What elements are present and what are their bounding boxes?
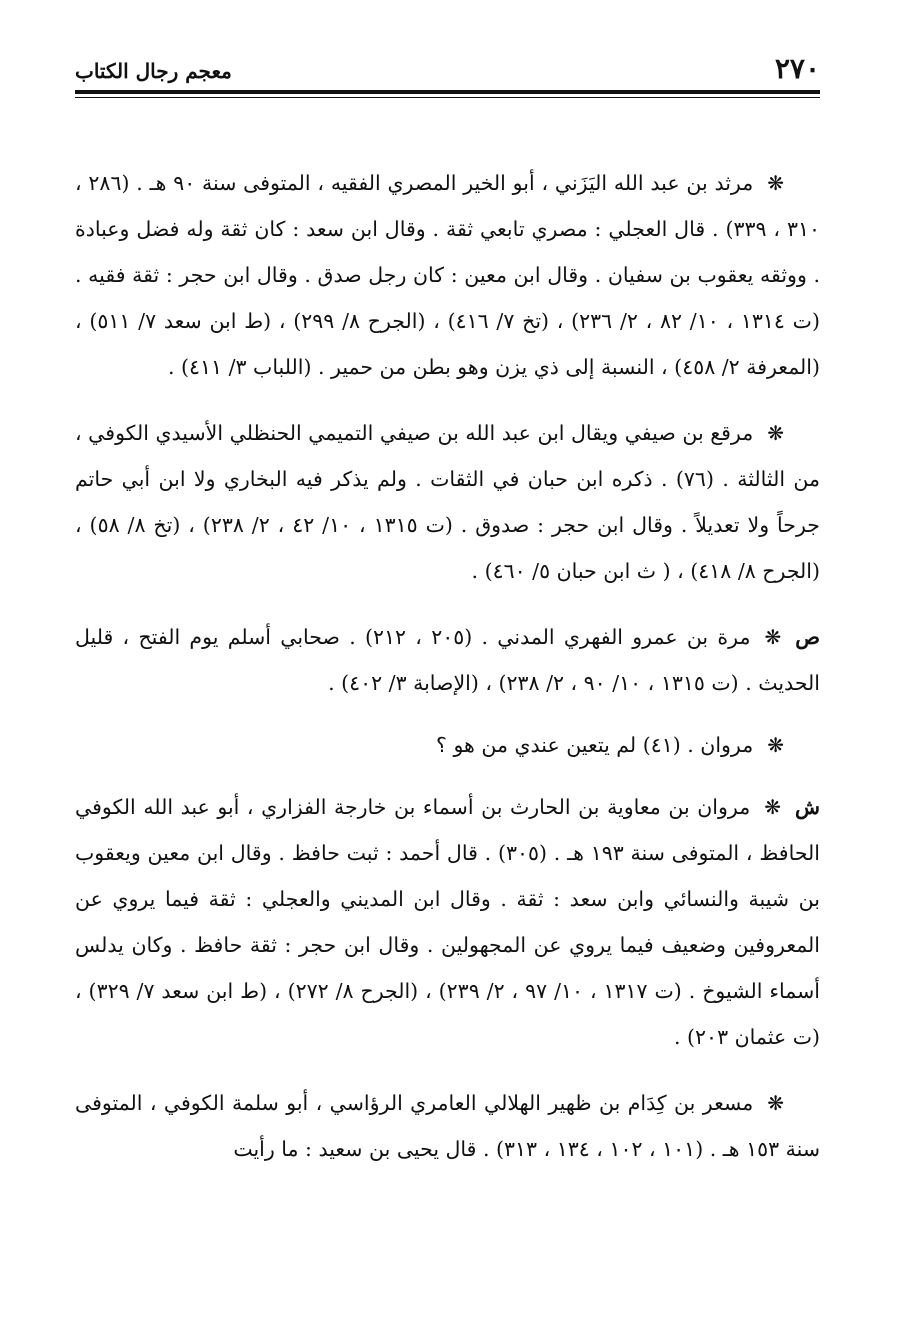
entry-text: مرقع بن صيفي ويقال ابن عبد الله بن صيفي التميمي الحنظلي الأسيدي الكوفي ، من الثالثة . (٧٦) . ذكره ابن حبان في الثقات . ولم يذكر فيه البخاري ولا ابن أبي حاتم جرحاً ولا تعديلاً . وقال ابن حجر : صدوق . (ت ١٣١٥ ، ١٠/ ٤٢ ، ٢/ ٢٣٨) ، (تخ ٨/ ٥٨) ، (الجرح ٨/ ٤١٨) ، ( ث ابن حبان ٥/ ٤٦٠) . — [75, 421, 820, 583]
page-header — [75, 52, 820, 96]
entry-marwan — [75, 722, 820, 768]
page-body — [75, 160, 820, 1192]
entry-murra — [75, 614, 820, 706]
entry-marwan-ibn-muawiya — [75, 784, 820, 1060]
star-icon: ❋ — [764, 625, 782, 649]
entry-text: مرثد بن عبد الله اليَزَني ، أبو الخير المصري الفقيه ، المتوفى سنة ٩٠ هـ . (٢٨٦ ، ٣١٠ ، ٣٣٩) . قال العجلي : مصري تابعي ثقة . وقال ابن سعد : كان ثقة وله فضل وعبادة . ووثقه يعقوب بن سفيان . وقال ابن معين : كان رجل صدق . وقال ابن حجر : ثقة فقيه . (ت ١٣١٤ ، ١٠/ ٨٢ ، ٢/ ٢٣٦) ، (تخ ٧/ ٤١٦) ، (الجرح ٨/ ٢٩٩) ، (ط ابن سعد ٧/ ٥١١) ، (المعرفة ٢/ ٤٥٨) ، النسبة إلى ذي يزن وهو بطن من حمير . (اللباب ٣/ ٤١١) . — [75, 171, 821, 379]
star-icon: ❋ — [767, 1091, 784, 1115]
entry-marthad — [75, 160, 820, 390]
star-icon: ❋ — [767, 421, 784, 445]
running-title: معجم رجال الكتاب — [75, 59, 232, 83]
entry-text: مسعر بن كِدَام بن ظهير الهلالي العامري الرؤاسي ، أبو سلمة الكوفي ، المتوفى سنة ١٥٣ هـ . (١٠١ ، ١٠٢ ، ١٣٤ ، ٣١٣) . قال يحيى بن سعيد : ما رأيت — [75, 1091, 820, 1161]
star-icon: ❋ — [767, 171, 784, 195]
entry-symbol: ص — [795, 625, 820, 649]
header-rule-thick — [75, 90, 820, 94]
header-rule-thin — [75, 97, 820, 98]
page-number: ٢٧٠ — [774, 52, 820, 85]
entry-muraqqa — [75, 410, 820, 594]
star-icon: ❋ — [767, 733, 784, 757]
entry-text: مروان . (٤١) لم يتعين عندي من هو ؟ — [436, 733, 754, 757]
entry-text: مرة بن عمرو الفهري المدني . (٢٠٥ ، ٢١٢) . صحابي أسلم يوم الفتح ، قليل الحديث . (ت ١٣١٥ ، ١٠/ ٩٠ ، ٢/ ٢٣٨) ، (الإصابة ٣/ ٤٠٢) . — [75, 625, 820, 695]
star-icon: ❋ — [764, 795, 781, 819]
entry-text: مروان بن معاوية بن الحارث بن أسماء بن خارجة الفزاري ، أبو عبد الله الكوفي الحافظ ، المتوفى سنة ١٩٣ هـ . (٣٠٥) . قال أحمد : ثبت حافظ . وقال ابن معين ويعقوب بن شيبة والنسائي وابن سعد : ثقة . وقال ابن المديني والعجلي : ثقة فيما يروي عن المعروفين وضعيف فيما يروي عن المجهولين . وقال ابن حجر : ثقة حافظ . وكان يدلس أسماء الشيوخ . (ت ١٣١٧ ، ١٠/ ٩٧ ، ٢/ ٢٣٩) ، (الجرح ٨/ ٢٧٢) ، (ط ابن سعد ٧/ ٣٢٩) ، (ت عثمان ٢٠٣) . — [75, 795, 820, 1049]
entry-symbol: ش — [794, 795, 820, 819]
entry-misar — [75, 1080, 820, 1172]
